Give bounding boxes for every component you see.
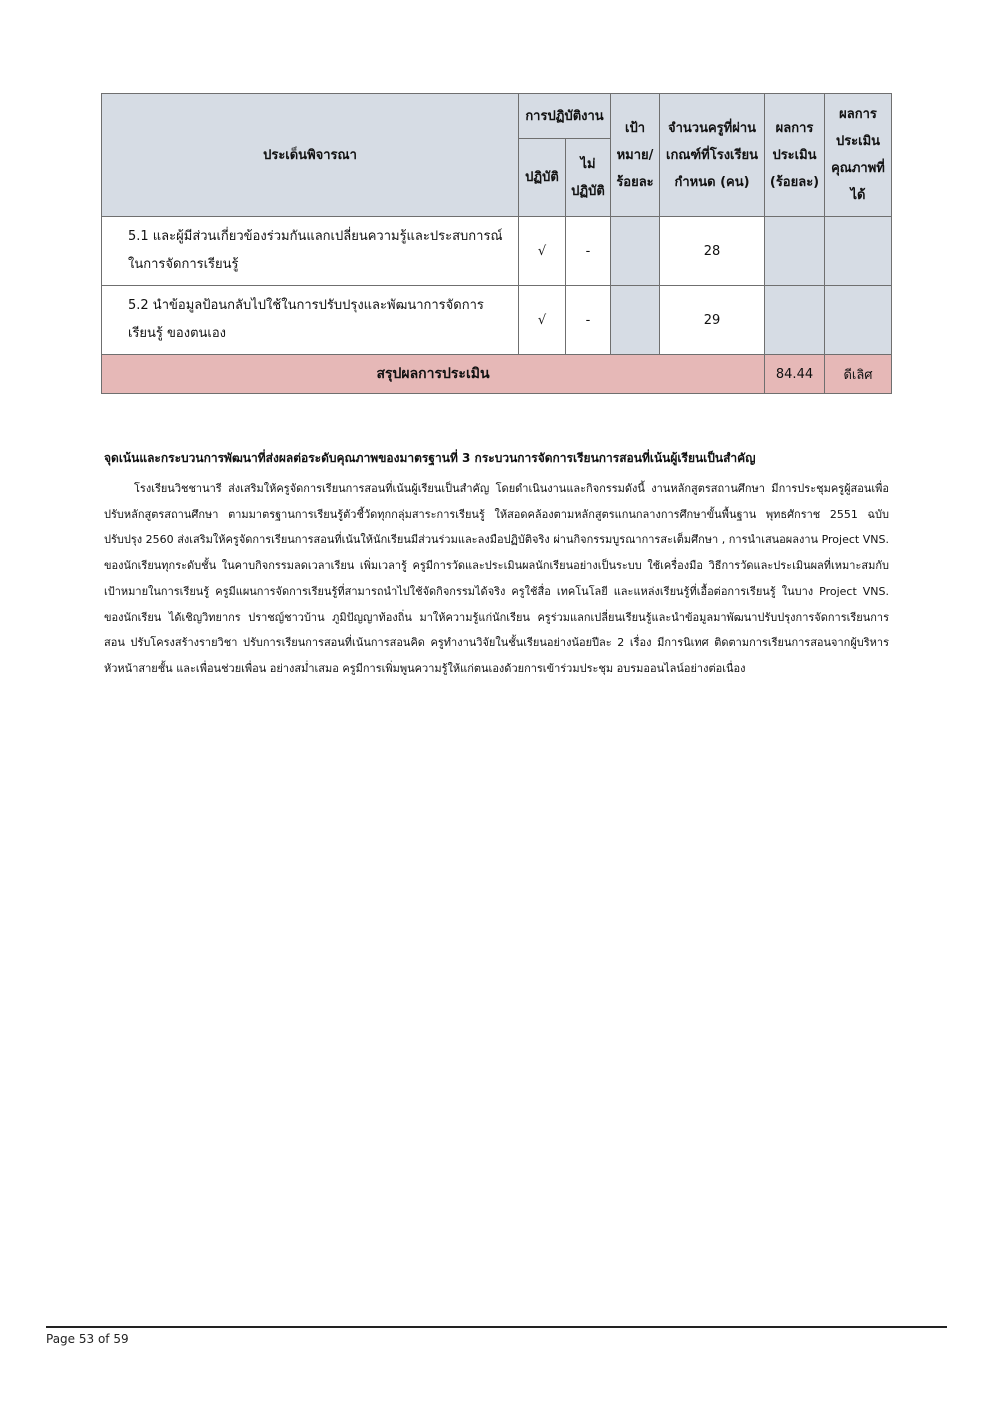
header-practice: การปฏิบัติงาน (519, 94, 611, 139)
quality-cell (825, 286, 892, 355)
result-cell (765, 286, 825, 355)
header-not-practiced: ไม่ ปฏิบัติ (566, 139, 611, 217)
table-row (102, 286, 892, 355)
header-target: เป้า หมาย/ ร้อยละ (611, 94, 660, 217)
result-cell (765, 217, 825, 286)
table-row (102, 217, 892, 286)
not-practiced-mark: - (566, 217, 611, 286)
summary-label: สรุปผลการประเมิน (102, 355, 765, 394)
header-practiced: ปฏิบัติ (519, 139, 566, 217)
page-number: Page 53 of 59 (46, 1332, 129, 1346)
footer-divider (46, 1326, 947, 1328)
quality-cell (825, 217, 892, 286)
summary-score: 84.44 (765, 355, 825, 394)
teacher-count-cell: 29 (660, 286, 765, 355)
summary-row (102, 355, 892, 394)
section-paragraph: โรงเรียนวิชชานารี ส่งเสริมให้ครูจัดการเรียนการสอนที่เน้นผู้เรียนเป็นสำคัญ โดยดำเนินงานและกิจกรรมดังนี้ งานหลักสูตรสถานศึกษา มีการประชุมครูผู้สอนเพื่อปรับหลักสูตรสถานศึกษา ตามมาตรฐานการเรียนรู้ตัวชี้วัดทุกกลุ่มสาระการเรียนรู้ ให้สอดคล้องตามหลักสูตรแกนกลางการศึกษาขั้นพื้นฐาน พุทธศักราช 2551 ฉบับปรับปรุง 2560 ส่งเสริมให้ครูจัดการเรียนการสอนที่เน้นให้นักเรียนมีส่วนร่วมและลงมือปฏิบัติจริง ผ่านกิจกรรมบูรณาการสะเต็มศึกษา , การนำเสนอผลงาน Project VNS. ของนักเรียนทุกระดับชั้น ในคาบกิจกรรมลดเวลาเรียน เพิ่มเวลารู้ ครูมีการวัดและประเมินผลนักเรียนอย่างเป็นระบบ ใช้เครื่องมือ วิธีการวัดและประเมินผลที่เหมาะสมกับเป้าหมายในการเรียนรู้ ครูมีแผนการจัดการเรียนรู้ที่สามารถนำไปใช้จัดกิจกรรมได้จริง ครูใช้สื่อ เทคโนโลยี และแหล่งเรียนรู้ที่เอื้อต่อการเรียนรู้ ในบาง Project VNS. ของนักเรียน ได้เชิญวิทยากร ปราชญ์ชาวบ้าน ภูมิปัญญาท้องถิ่น มาให้ความรู้แก่นักเรียน ครูร่วมแลกเปลี่ยนเรียนรู้และนำข้อมูลมาพัฒนาปรับปรุงการจัดการเรียนการสอน ปรับโครงสร้างรายวิชา ปรับการเรียนการสอนที่เน้นการสอนคิด ครูทำงานวิจัยในชั้นเรียนอย่างน้อยปีละ 2 เรื่อง มีการนิเทศ ติดตามการเรียนการสอนจากผู้บริหาร หัวหน้าสายชั้น และเพื่อนช่วยเพื่อน อย่างสม่ำเสมอ ครูมีการเพิ่มพูนความรู้ให้แก่ตนเองด้วยการเข้าร่วมประชุม อบรมออนไลน์อย่างต่อเนื่อง (104, 482, 889, 675)
header-teacher-count: จำนวนครูที่ผ่าน เกณฑ์ที่โรงเรียน กำหนด (คน) (660, 94, 765, 217)
summary-quality: ดีเลิศ (825, 355, 892, 394)
practiced-check: √ (519, 217, 566, 286)
not-practiced-mark: - (566, 286, 611, 355)
assessment-table (101, 93, 892, 394)
target-cell (611, 217, 660, 286)
practiced-check: √ (519, 286, 566, 355)
header-result: ผลการ ประเมิน (ร้อยละ) (765, 94, 825, 217)
section-heading: จุดเน้นและกระบวนการพัฒนาที่ส่งผลต่อระดับคุณภาพของมาตรฐานที่ 3 กระบวนการจัดการเรียนการสอนที่เน้นผู้เรียนเป็นสำคัญ (104, 451, 756, 465)
row-item-text: 5.1 และผู้มีส่วนเกี่ยวข้องร่วมกันแลกเปลี่ยนความรู้และประสบการณ์ ในการจัดการเรียนรู้ (102, 217, 519, 286)
header-criteria: ประเด็นพิจารณา (102, 94, 519, 217)
header-quality: ผลการ ประเมิน คุณภาพที่ ได้ (825, 94, 892, 217)
row-item-text: 5.2 นำข้อมูลป้อนกลับไปใช้ในการปรับปรุงและพัฒนาการจัดการเรียนรู้ ของตนเอง (102, 286, 519, 355)
teacher-count-cell: 28 (660, 217, 765, 286)
target-cell (611, 286, 660, 355)
